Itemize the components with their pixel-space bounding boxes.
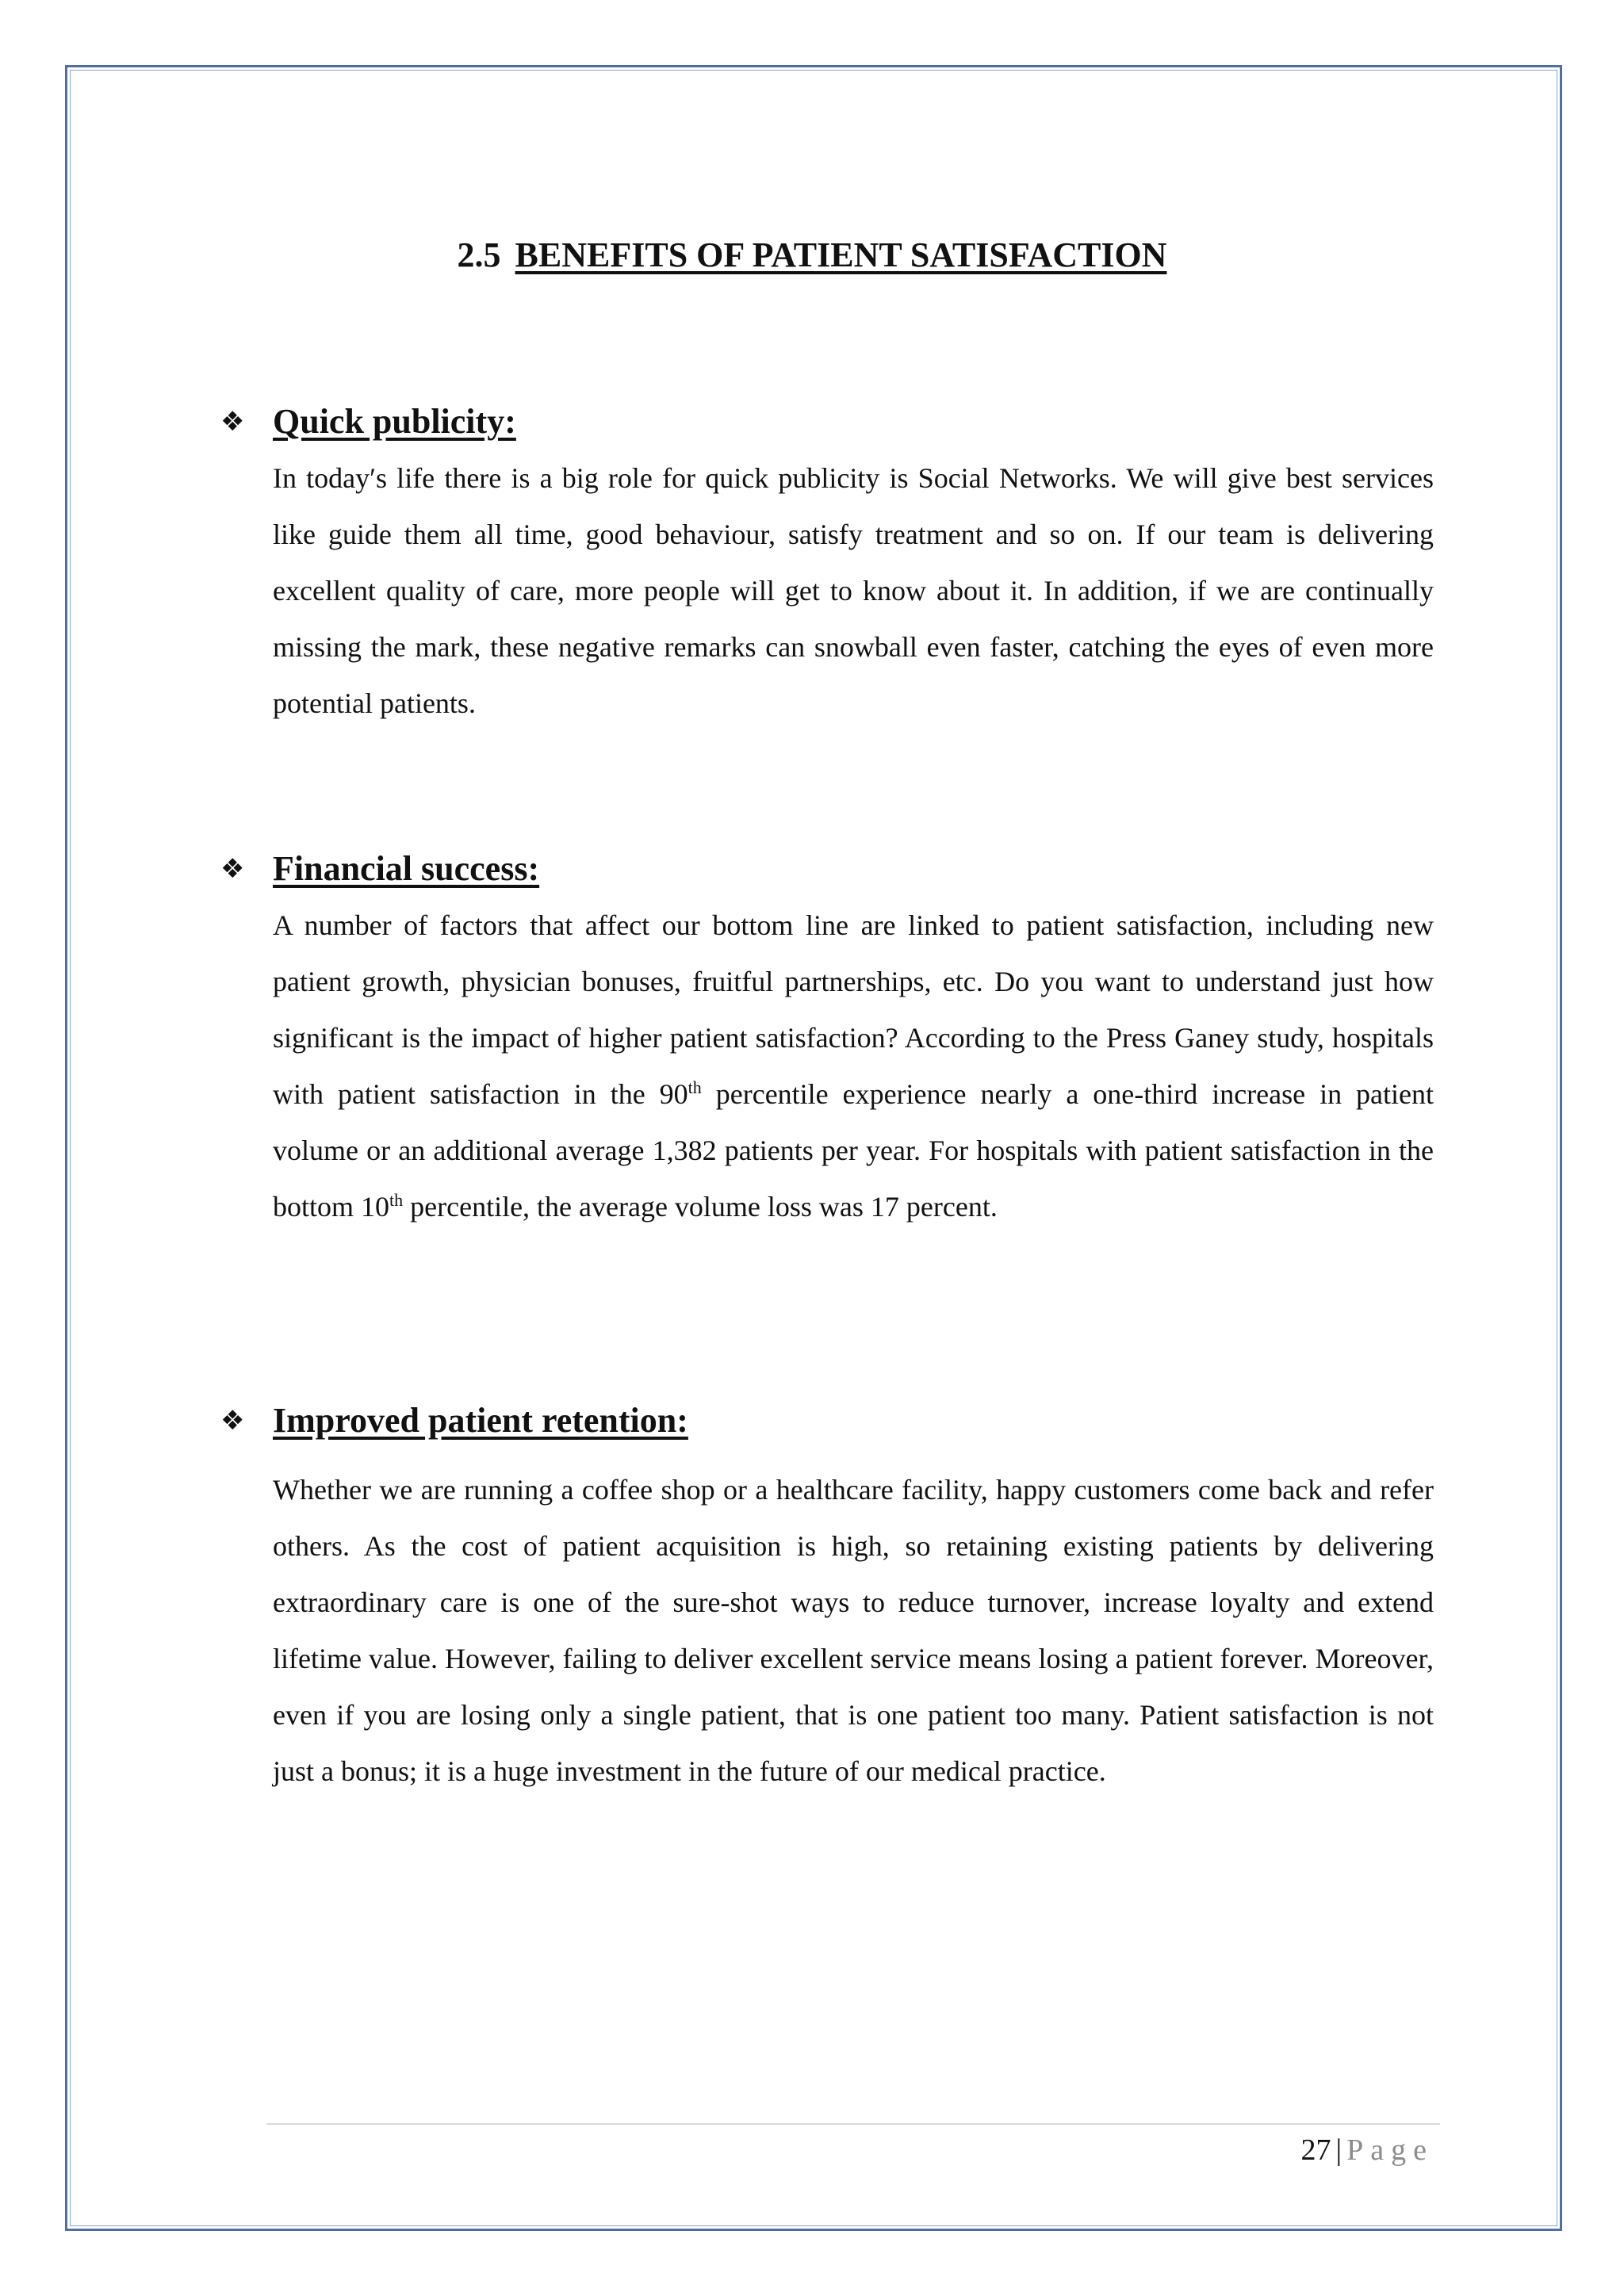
paragraph-text: A number of factors that affect our bottom line are linked to patient satisfaction, including new patient growth, physician bonuses, fruitful partnerships, etc. Do you want to understand just how significant is the impact of higher patient satisfaction? According to the Press Ganey study, hospitals with patient satisfaction in the 90 xyxy=(273,909,1434,1110)
heading-improved-patient-retention: Improved patient retention: xyxy=(273,1401,688,1440)
section-financial-success xyxy=(220,845,1434,1235)
paragraph-quick-publicity: In today′s life there is a big role for quick publicity is Social Networks. We will give best services like guide them all time, good behaviour, satisfy treatment and so on. If our team is delivering excellent quality of care, more people will get to know about it. In addition, if we are continually missing the mark, these negative remarks can snowball even faster, catching the eyes of even more potential patients. xyxy=(273,462,1434,719)
page-label: Page xyxy=(1346,2133,1434,2167)
section-title xyxy=(0,232,1624,279)
superscript-th: th xyxy=(688,1077,702,1097)
section-number: 2.5 xyxy=(457,235,501,274)
heading-financial-success: Financial success: xyxy=(273,849,540,888)
section-quick-publicity xyxy=(220,398,1434,732)
footer-separator: | xyxy=(1335,2133,1342,2167)
paragraph-text: percentile, the average volume loss was 17 percent. xyxy=(403,1191,998,1223)
four-diamond-bullet-icon: ❖ xyxy=(220,1405,245,1437)
four-diamond-bullet-icon: ❖ xyxy=(220,853,245,885)
four-diamond-bullet-icon: ❖ xyxy=(220,406,245,438)
heading-quick-publicity: Quick publicity: xyxy=(273,402,516,441)
paragraph-improved-patient-retention: Whether we are running a coffee shop or a healthcare facility, happy customers come back and refer others. As the cost of patient acquisition is high, so retaining existing patients by delivering extraordinary care is one of the sure-shot ways to reduce turnover, increase loyalty and extend lifetime value. However, failing to deliver excellent service means losing a patient forever. Moreover, even if you are losing only a single patient, that is one patient too many. Patient satisfaction is not just a bonus; it is a huge investment in the future of our medical practice. xyxy=(273,1474,1434,1787)
section-title-text: BENEFITS OF PATIENT SATISFACTION xyxy=(515,235,1167,274)
section-improved-patient-retention xyxy=(220,1397,1434,1800)
section-heading xyxy=(220,1397,1434,1445)
paragraph-text: percentile experience nearly a one-third increase in patient volume or an additional average 1,382 patients per year. For hospitals with patient satisfaction in the bottom 10 xyxy=(273,1078,1434,1223)
section-heading xyxy=(220,398,1434,446)
superscript-th: th xyxy=(389,1190,404,1210)
page-number: 27 xyxy=(1300,2133,1331,2167)
paragraph-financial-success xyxy=(273,897,1434,1235)
section-heading xyxy=(220,845,1434,893)
page-footer xyxy=(1301,2128,1434,2172)
footer-divider xyxy=(266,2123,1440,2125)
